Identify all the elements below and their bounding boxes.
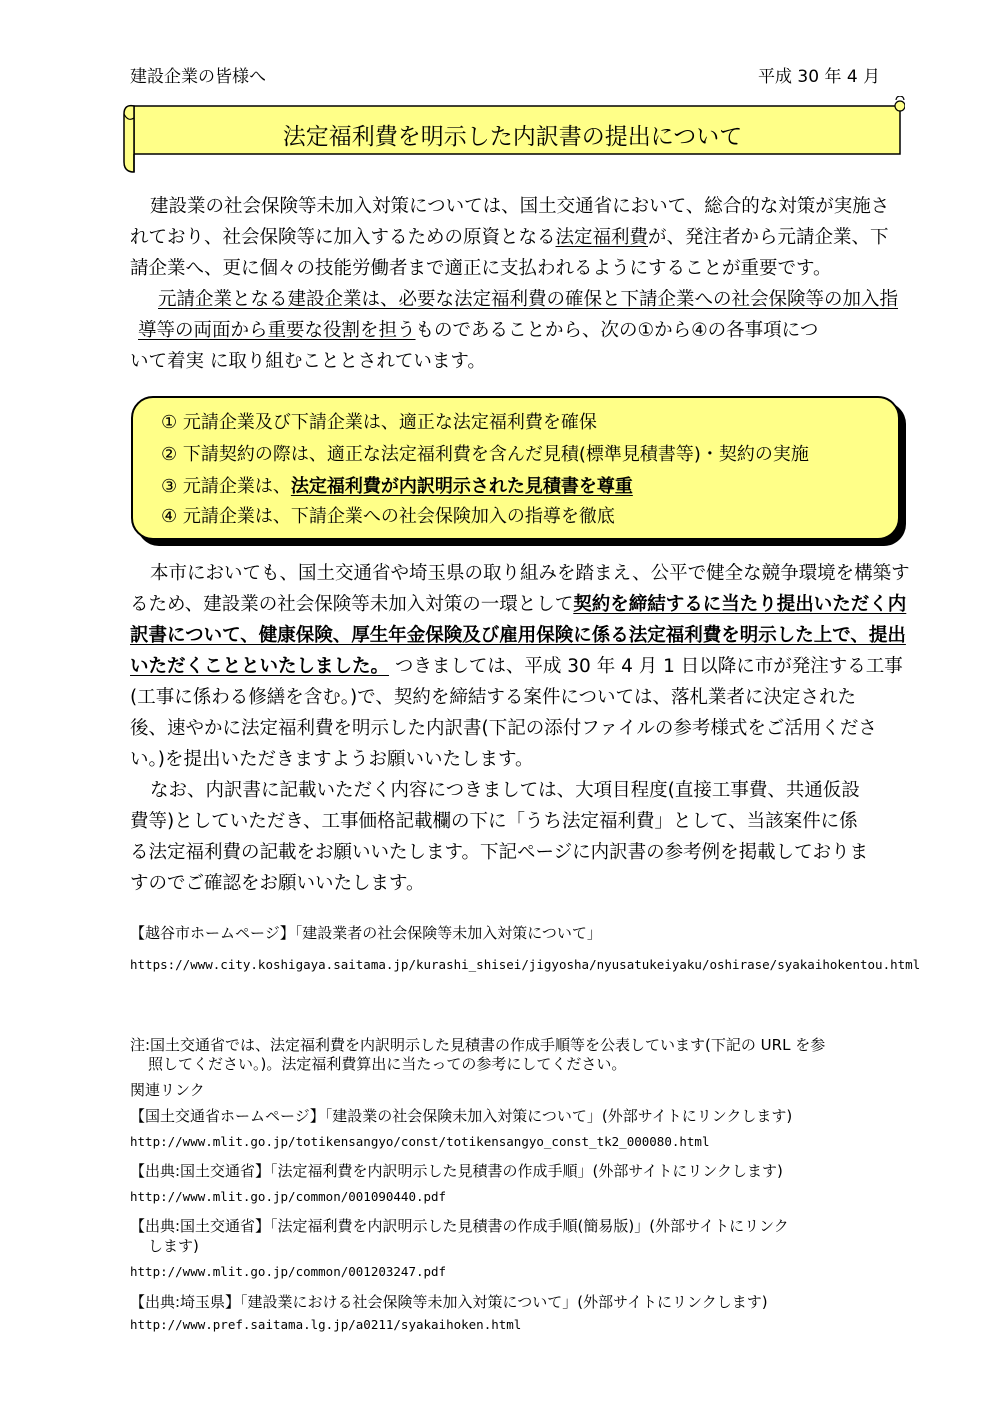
link-3-url[interactable]: http://www.mlit.go.jp/common/001203247.pdf bbox=[130, 1264, 447, 1279]
title-banner bbox=[120, 96, 905, 174]
para2-line4-underlined: いただくことといたしました。 bbox=[130, 656, 390, 677]
para1-line3: 請企業へ、更に個々の技能労働者まで適正に支払われるようにすることが重要です。 bbox=[130, 258, 832, 279]
para2-line3: 訳書について、健康保険、厚生年金保険及び雇用保険に係る法定福利費を明示した上で、提出 bbox=[130, 625, 906, 646]
key-item-3-a: ③ 元請企業は、 bbox=[161, 476, 291, 497]
para2-line5: (工事に係わる修繕を含む。)で、契約を締結する案件については、落札業者に決定された bbox=[130, 687, 856, 708]
link-2-url[interactable]: http://www.mlit.go.jp/common/001090440.pdf bbox=[130, 1189, 447, 1204]
related-links-heading: 関連リンク bbox=[130, 1081, 205, 1099]
addressee: 建設企業の皆様へ bbox=[130, 67, 266, 87]
key-item-3 bbox=[161, 472, 633, 498]
document-date: 平成 30 年 4 月 bbox=[758, 67, 881, 87]
city-link-url[interactable]: https://www.city.koshigaya.saitama.jp/kurashi_shisei/jigyosha/nyusatukeiyaku/oshirase/syakaihokentou.html bbox=[130, 957, 921, 972]
link-4-url[interactable]: http://www.pref.saitama.lg.jp/a0211/syakaihoken.html bbox=[130, 1317, 522, 1332]
key-item-4: ④ 元請企業は、下請企業への社会保険加入の指導を徹底 bbox=[161, 506, 615, 527]
para1-line5-b: ものであることから、次の①から④の各事項につ bbox=[415, 320, 819, 341]
para2-line2-a: るため、建設業の社会保険等未加入対策の一環として bbox=[130, 594, 574, 615]
para1-line2-underlined: 法定福利費 bbox=[555, 227, 649, 248]
para2-line4-b: つきましては、平成 30 年 4 月 1 日以降に市が発注する工事 bbox=[389, 656, 903, 677]
para2-line1: 本市においても、国土交通省や埼玉県の取り組みを踏まえ、公平で健全な競争環境を構築す bbox=[150, 563, 910, 584]
link-3-label: 【出典:国土交通省】「法定福利費を内訳明示した見積書の作成手順(簡易版)」(外部サイトにリンク bbox=[130, 1217, 789, 1235]
para3-line3: る法定福利費の記載をお願いいたします。下記ページに内訳書の参考例を掲載しておりま bbox=[130, 842, 869, 863]
para1-line5 bbox=[138, 315, 818, 346]
para3-line4: すのでご確認をお願いいたします。 bbox=[130, 873, 425, 894]
para2-line4 bbox=[130, 651, 903, 682]
link-1-url[interactable]: http://www.mlit.go.jp/totikensangyo/const/totikensangyo_const_tk2_000080.html bbox=[130, 1134, 710, 1149]
para1-line2-c: が、発注者から元請企業、下 bbox=[648, 227, 889, 248]
para1-line4: 元請企業となる建設企業は、必要な法定福利費の確保と下請企業への社会保険等の加入指 bbox=[158, 289, 899, 310]
para1-line1: 建設業の社会保険等未加入対策については、国土交通省において、総合的な対策が実施さ bbox=[150, 196, 890, 217]
key-items-box bbox=[131, 396, 900, 540]
page-title: 法定福利費を明示した内訳書の提出について bbox=[282, 124, 743, 150]
para2-line7: い。)を提出いただきますようお願いいたします。 bbox=[130, 749, 534, 770]
city-link-label: 【越谷市ホームページ】「建設業者の社会保険等未加入対策について」 bbox=[130, 924, 602, 942]
para2-line2 bbox=[130, 589, 906, 620]
link-3-label-cont: します) bbox=[148, 1237, 199, 1255]
note-line1: 注:国土交通省では、法定福利費を内訳明示した見積書の作成手順等を公表しています(下記の URL を参 bbox=[130, 1036, 826, 1054]
para3-line1: なお、内訳書に記載いただく内容につきましては、大項目程度(直接工事費、共通仮設 bbox=[150, 780, 860, 801]
key-item-1: ① 元請企業及び下請企業は、適正な法定福利費を確保 bbox=[161, 412, 597, 433]
link-1-label: 【国土交通省ホームページ】「建設業の社会保険未加入対策について」(外部サイトにリンクします) bbox=[130, 1107, 793, 1125]
note-line2: 照してください。)。法定福利費算出に当たっての参考にしてください。 bbox=[148, 1055, 627, 1073]
para3-line2: 費等)としていただき、工事価格記載欄の下に「うち法定福利費」として、当該案件に係 bbox=[130, 811, 858, 832]
para1-line6: いて着実 に取り組むこととされています。 bbox=[130, 351, 486, 372]
link-2-label: 【出典:国土交通省】「法定福利費を内訳明示した見積書の作成手順」(外部サイトにリンクします) bbox=[130, 1162, 783, 1180]
para2-line2-underlined: 契約を締結するに当たり提出いただく内 bbox=[573, 594, 907, 615]
key-item-2: ② 下請契約の際は、適正な法定福利費を含んだ見積(標準見積書等)・契約の実施 bbox=[161, 444, 809, 465]
para1-line2-a: れており、社会保険等に加入するための原資となる bbox=[130, 227, 556, 248]
key-item-3-underlined: 法定福利費が内訳明示された見積書を尊重 bbox=[290, 476, 633, 497]
link-4-label: 【出典:埼玉県】「建設業における社会保険等未加入対策について」(外部サイトにリンクします) bbox=[130, 1293, 768, 1311]
para1-line2 bbox=[130, 222, 889, 253]
para1-line5-underlined: 導等の両面から重要な役割を担う bbox=[138, 320, 416, 341]
para2-line6: 後、速やかに法定福利費を明示した内訳書(下記の添付ファイルの参考様式をご活用くださ bbox=[130, 718, 877, 739]
